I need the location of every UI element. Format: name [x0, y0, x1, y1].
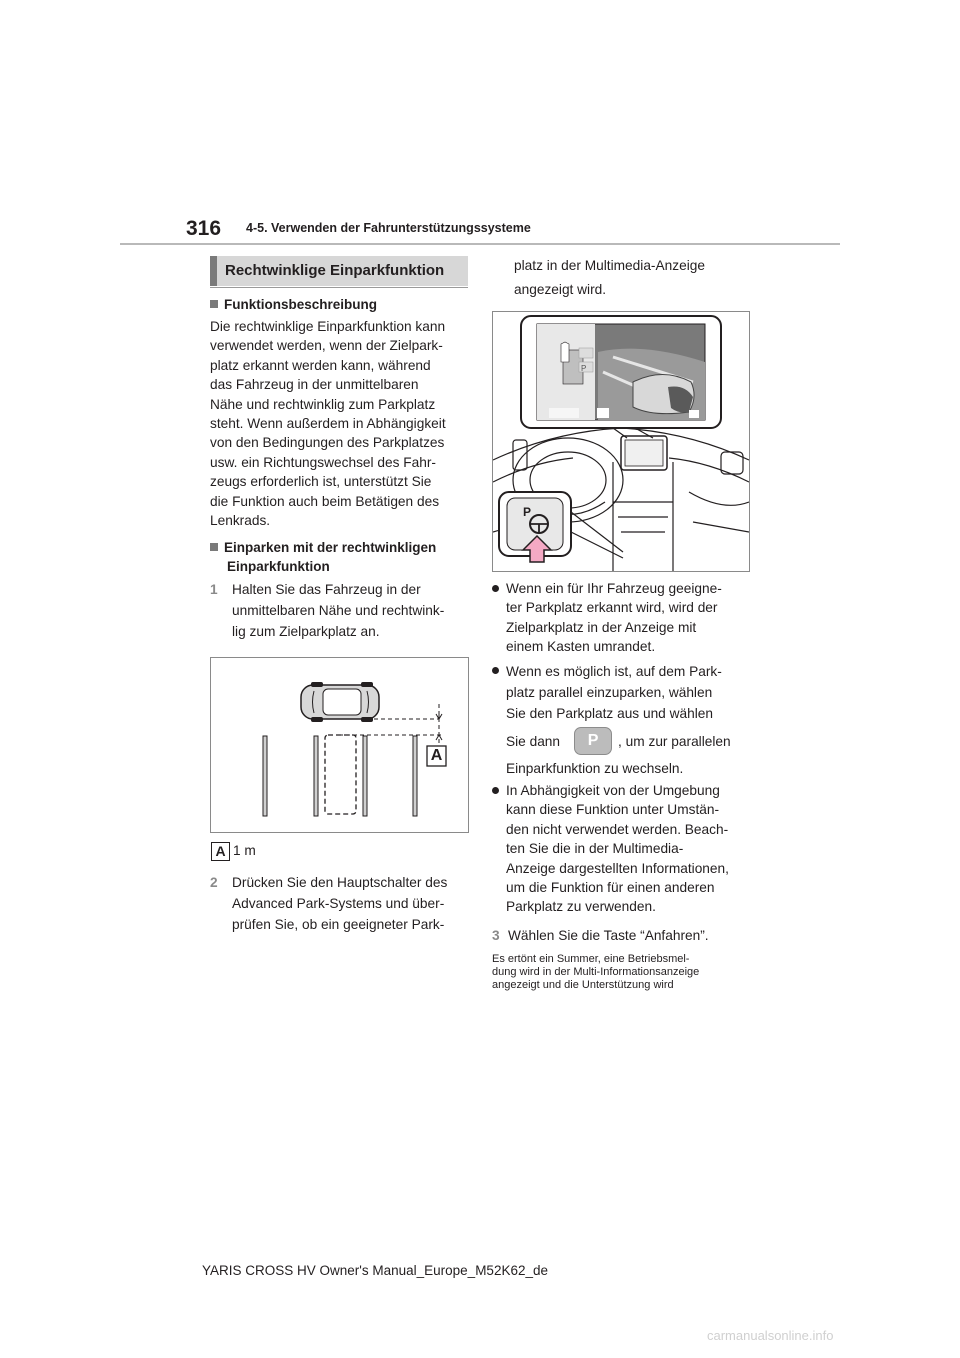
bullet-text: Wenn ein für Ihr Fahrzeug geeigne- ter Parkplatz erkannt wird, wird der Zielparkplatz in der Anzeige mit einem Kasten umrandet. [506, 581, 722, 655]
step-text: Wählen Sie die Taste “Anfahren”. [508, 928, 709, 943]
header-rule [120, 243, 840, 245]
step-3 [492, 925, 754, 947]
bullet-1 [492, 579, 752, 659]
paragraph-description: Die rechtwinklige Einparkfunktion kann verwendet werden, wenn der Zielpark- platz erkannt werden kann, während das Fahrzeug in der unmittelbaren Nähe und rechtwinklig zum Parkplatz steht. Wenn außerdem in Abhängigkeit von den Bedingungen des Parkplatzes usw. ein Richtungswechsel des Fahr- zeugs erforderlich ist, unterstützt Sie die Funktion auch beim Betätigen des Lenkrads. [210, 319, 446, 529]
screen-p-icon: P [581, 364, 587, 373]
dashboard-diagram-svg [493, 312, 749, 571]
square-bullet-icon [210, 300, 218, 308]
step-number: 1 [210, 582, 218, 597]
square-bullet-icon [210, 543, 218, 551]
step-number: 3 [492, 928, 500, 943]
heading-underline [210, 287, 468, 288]
legend-label-a: A [211, 842, 230, 861]
car-top-view-icon [301, 682, 379, 722]
footer-manual-title: YARIS CROSS HV Owner's Manual_Europe_M52K62_de [202, 1263, 548, 1278]
watermark: carmanualsonline.info [707, 1328, 834, 1343]
heading-text: Rechtwinklige Einparkfunktion [225, 262, 445, 279]
running-header: 4-5. Verwenden der Fahrunterstützungssysteme [246, 221, 531, 235]
p-button-icon: P [523, 505, 532, 519]
dashboard-diagram [492, 311, 750, 572]
legend-text: 1 m [233, 843, 256, 858]
inline-icon-line: Sie dann P , um zur parallelen [506, 724, 731, 758]
subheading-functions: Funktionsbeschreibung [210, 295, 377, 314]
bullet-3 [492, 781, 754, 921]
step-2 [210, 872, 472, 938]
figure-label-a: A [430, 747, 443, 764]
bullet-2 [492, 661, 754, 781]
bullet-text: Wenn es möglich ist, auf dem Park- platz parallel einzuparken, wählen Sie den Parkplatz aus und wählen Sie dann P , um zur parallelen Einparkfunktion zu wechseln. [506, 664, 731, 776]
step-1 [210, 579, 472, 645]
step-text: Drücken Sie den Hauptschalter des Advanced Park-Systems und über- prüfen Sie, ob ein geeigneter Park- [232, 875, 448, 932]
note-text: Es ertönt ein Summer, eine Betriebsmel- dung wird in der Multi-Informationsanzeige angezeigt und die Unterstützung wird [492, 953, 700, 991]
parallel-parking-button-icon: P [574, 727, 612, 755]
step-number: 2 [210, 875, 218, 890]
bullet-dot [492, 667, 499, 674]
subheading-parking: Einparken mit der rechtwinkligen Einparkfunktion [210, 538, 436, 576]
bullet-dot [492, 787, 499, 794]
heading-bar [210, 256, 217, 286]
step-2-continued: platz in der Multimedia-Anzeige angezeigt wird. [514, 258, 705, 297]
parking-diagram-svg [211, 658, 468, 832]
page-number: 316 [186, 217, 222, 240]
bullet-dot [492, 585, 499, 592]
step-text: Halten Sie das Fahrzeug in der unmittelbaren Nähe und rechtwink- lig zum Zielparkplatz an. [232, 582, 445, 639]
parking-diagram [210, 657, 469, 833]
bullet-text: In Abhängigkeit von der Umgebung kann diese Funktion unter Umstän- den nicht verwendet werden. Beach- ten Sie die in der Multimedia- Anzeige dargestellten Informationen, um die Funktion für einen anderen Parkplatz zu verwenden. [506, 783, 729, 915]
section-heading [210, 256, 468, 286]
